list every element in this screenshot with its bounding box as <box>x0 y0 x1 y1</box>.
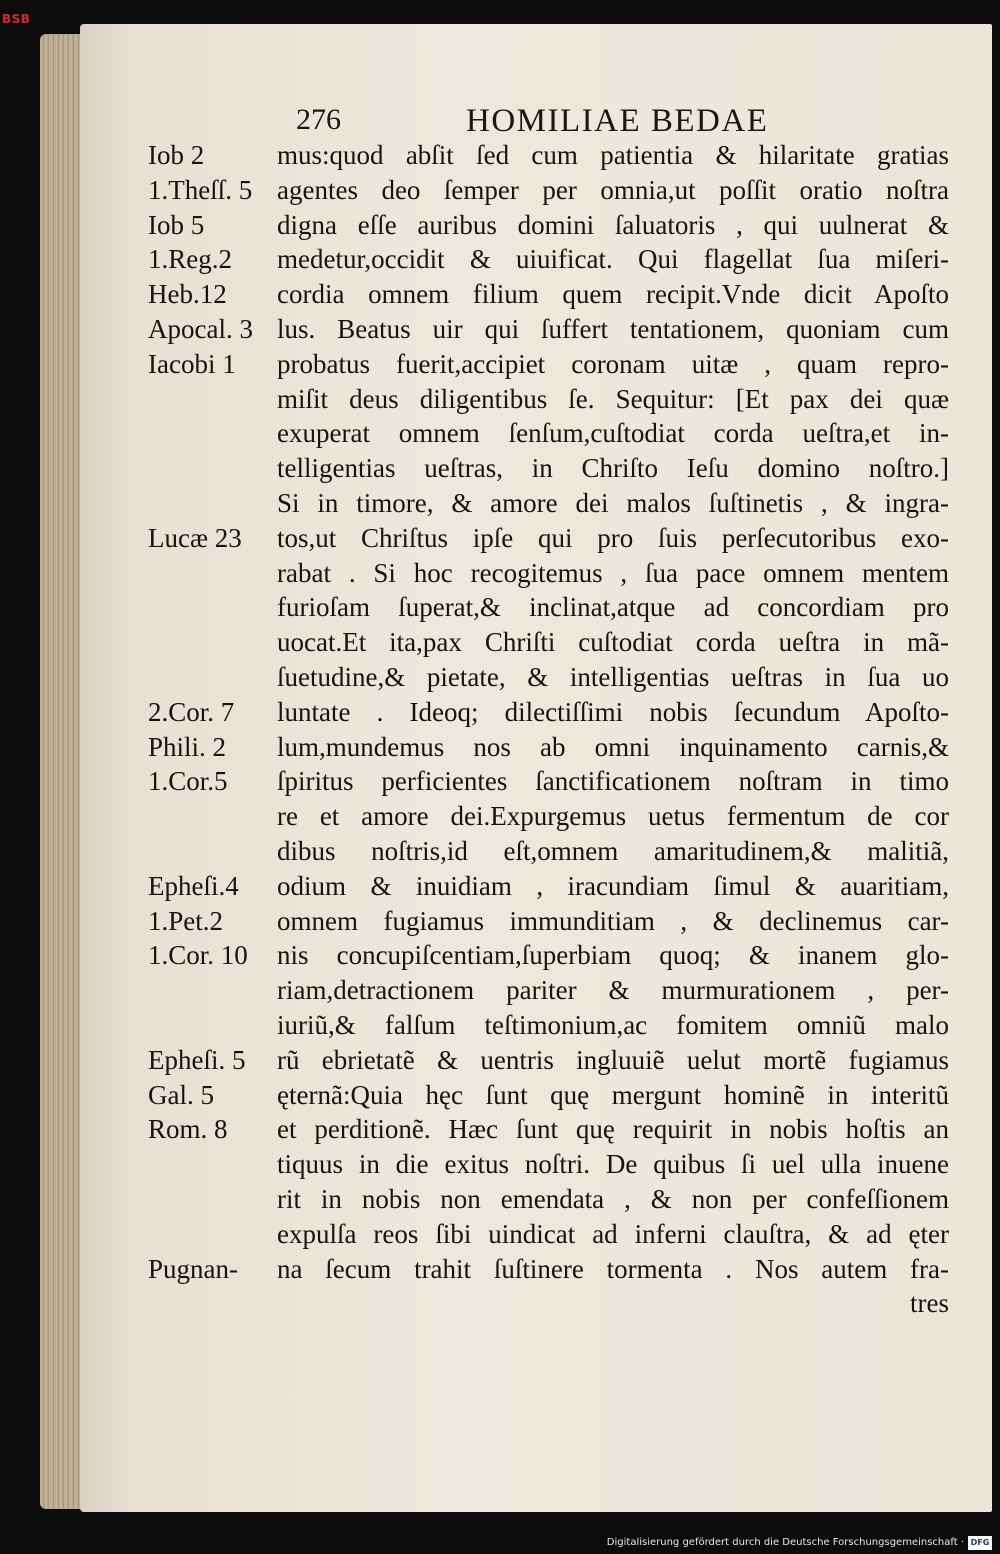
body-text-line: luntate . Ideoq; dilectiſſimi nobis ſecundum Apoſto- <box>277 696 949 727</box>
body-text-line: omnem fugiamus immunditiam , & declinemus car- <box>277 905 949 936</box>
text-line-row <box>0 975 1000 1011</box>
marginal-reference: Iob 2 <box>148 140 205 170</box>
text-line-row <box>0 1080 1000 1116</box>
marginal-reference: 1.Pet.2 <box>148 905 224 936</box>
marginal-reference: Heb.12 <box>148 279 227 310</box>
body-text-line: agentes deo ſemper per omnia,ut poſſit oratio noſtra <box>277 174 949 205</box>
body-text-line: dibus noſtris,id eſt,omnem amaritudinem,& malitiã, <box>277 836 949 866</box>
marginal-reference: 2.Cor. 7 <box>148 696 235 727</box>
marginal-reference: 1.Cor. 10 <box>148 940 248 971</box>
running-head <box>0 103 1000 145</box>
running-title: HOMILIAE BEDAE <box>466 103 769 139</box>
text-line-row <box>0 1045 1000 1081</box>
body-text-line: digna eſſe auribus domini ſaluatoris , qui uulnerat & <box>277 209 949 240</box>
text-line-row <box>0 906 1000 942</box>
body-text-line: odium & inuidiam , iracundiam ſimul & auaritiam, <box>277 870 949 901</box>
body-text-line: riam,detractionem pariter & murmurationem , per- <box>277 975 949 1006</box>
body-text-line: lus. Beatus uir qui ſuffert tentationem, quoniam cum <box>277 314 949 344</box>
text-line-row <box>0 140 1000 176</box>
marginal-reference: Pugnan- <box>148 1253 238 1284</box>
body-text-line: rit in nobis non emendata , & non per confeſſionem <box>277 1184 949 1214</box>
text-line-row <box>0 732 1000 768</box>
body-text-line: medetur,occidit & uiuificat. Qui flagellat ſua miſeri- <box>277 244 949 275</box>
body-text-line: nis concupiſcentiam,ſuperbiam quoq; & inanem glo- <box>277 940 949 971</box>
text-line-row <box>0 523 1000 559</box>
text-line-row <box>0 175 1000 211</box>
page-number: 276 <box>296 103 341 136</box>
text-line-row <box>0 349 1000 385</box>
text-line-row <box>0 488 1000 524</box>
text-line-row <box>0 314 1000 350</box>
text-line-row <box>0 1219 1000 1255</box>
text-line-row <box>0 940 1000 976</box>
body-text-line: ęternã:Quia hęc ſunt quę mergunt hominẽ in interitũ <box>277 1079 949 1110</box>
text-line-row <box>0 801 1000 837</box>
text-line-row <box>0 1149 1000 1185</box>
body-text-line: ſpiritus perficientes ſanctificationem noſtram in timo <box>277 766 949 797</box>
text-line-row <box>0 662 1000 698</box>
text-line-row <box>0 210 1000 246</box>
body-text-line: furioſam ſuperat,& inclinat,atque ad concordiam pro <box>277 592 949 623</box>
text-line-row <box>0 697 1000 733</box>
text-line-row <box>0 766 1000 802</box>
text-line-row <box>0 1288 1000 1324</box>
text-line-row <box>0 244 1000 280</box>
text-line-row <box>0 836 1000 872</box>
body-text-line: tos,ut Chriſtus ipſe qui pro ſuis perſecutoribus exo- <box>277 522 949 553</box>
text-line-row <box>0 384 1000 420</box>
body-text-line: exuperat omnem ſenſum,cuſtodiat corda ueſtra,et in- <box>277 418 949 449</box>
body-text-line: probatus fuerit,accipiet coronam uitæ , quam repro- <box>277 348 949 379</box>
text-line-row <box>0 1184 1000 1220</box>
text-line-row <box>0 558 1000 594</box>
text-line-row <box>0 871 1000 907</box>
body-text-line: iuriũ,& falſum teſtimonium,ac fomitem omniũ malo <box>277 1010 949 1040</box>
text-line-row <box>0 1010 1000 1046</box>
dfg-badge: DFG <box>968 1536 992 1550</box>
text-line-row <box>0 418 1000 454</box>
marginal-reference: 1.Reg.2 <box>148 244 232 275</box>
marginal-reference: Epheſi.4 <box>148 870 239 901</box>
text-line-row <box>0 279 1000 315</box>
body-text-line: rũ ebrietatẽ & uentris ingluuiẽ uelut mortẽ fugiamus <box>277 1044 949 1075</box>
marginal-reference: Iob 5 <box>148 209 205 240</box>
text-line-row <box>0 1254 1000 1290</box>
marginal-reference: Iacobi 1 <box>148 348 236 379</box>
marginal-reference: Lucæ 23 <box>148 522 242 553</box>
body-text-line: mus:quod abſit ſed cum patientia & hilaritate gratias <box>277 140 949 170</box>
body-text-line: et perditionẽ. Hæc ſunt quę requirit in nobis hoſtis an <box>277 1114 949 1145</box>
body-text-line: tres <box>910 1288 949 1319</box>
marginal-reference: 1.Cor.5 <box>148 766 228 797</box>
marginal-reference: Apocal. 3 <box>148 314 253 344</box>
footer-credit: Digitalisierung gefördert durch die Deutsche Forschungsgemeinschaft · <box>606 1537 964 1548</box>
body-text-line: lum,mundemus nos ab omni inquinamento carnis,& <box>277 731 949 762</box>
body-text-line: Si in timore, & amore dei malos ſuſtinetis , & ingra- <box>277 488 949 518</box>
body-text-line: telligentias ueſtras, in Chriſto Ieſu domino noſtro.] <box>277 453 949 484</box>
body-text-line: expulſa reos ſibi uindicat ad inferni clauſtra, & ad ęter <box>277 1218 949 1249</box>
body-text-line: re et amore dei.Expurgemus uetus fermentum de cor <box>277 801 949 832</box>
marginal-reference: Phili. 2 <box>148 731 227 762</box>
text-line-row <box>0 1114 1000 1150</box>
body-text-line: ſuetudine,& pietate, & intelligentias ueſtras in ſua uo <box>277 662 949 692</box>
body-text-line: uocat.Et ita,pax Chriſti cuſtodiat corda ueſtra in mã- <box>277 627 949 658</box>
body-text-line: cordia omnem filium quem recipit.Vnde dicit Apoſto <box>277 279 949 310</box>
marginal-reference: 1.Theſſ. 5 <box>148 174 253 205</box>
marginal-reference: Gal. 5 <box>148 1079 214 1110</box>
body-text-line: rabat . Si hoc recogitemus , ſua pace omnem mentem <box>277 557 949 588</box>
viewer-logo: BSB <box>2 12 31 26</box>
marginal-reference: Rom. 8 <box>148 1114 228 1145</box>
text-line-row <box>0 592 1000 628</box>
text-line-row <box>0 627 1000 663</box>
marginal-reference: Epheſi. 5 <box>148 1044 246 1075</box>
body-text-line: tiquus in die exitus noſtri. De quibus ſi uel ulla inuene <box>277 1149 949 1180</box>
body-text-line: na ſecum trahit ſuſtinere tormenta . Nos autem fra- <box>277 1253 949 1284</box>
body-text-line: miſit deus diligentibus ſe. Sequitur: [Et pax dei quæ <box>277 383 949 414</box>
text-line-row <box>0 453 1000 489</box>
